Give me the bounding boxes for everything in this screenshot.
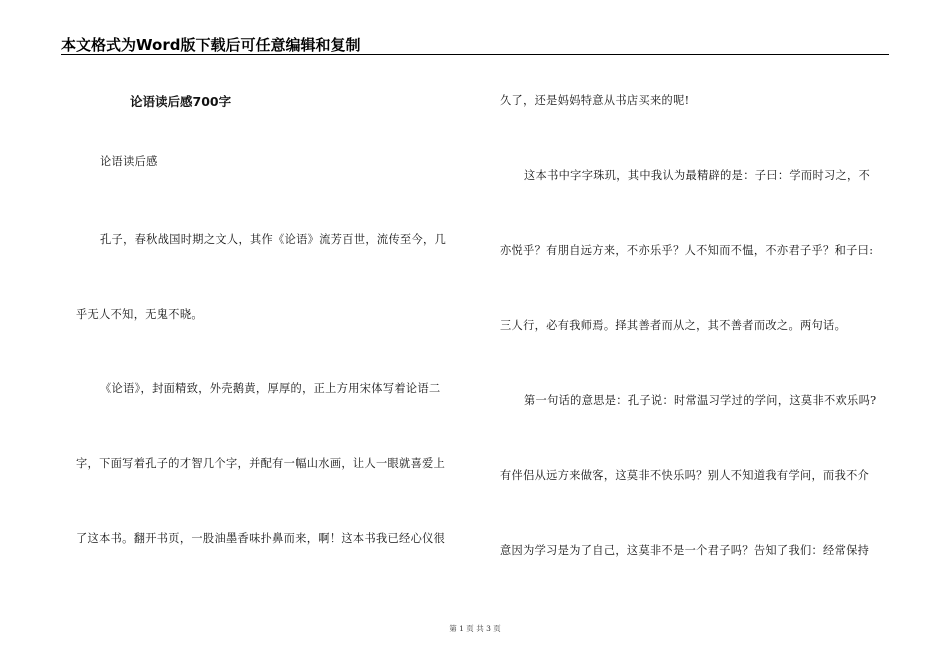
paragraph-line: 意因为学习是为了自己，这莫非不是一个君子吗？告知了我们：经常保持 bbox=[500, 544, 870, 557]
paragraph-line: 孔子，春秋战国时期之文人，其作《论语》流芳百世，流传至今，几 bbox=[100, 233, 447, 246]
header-banner: 本文格式为Word版下载后可任意编辑和复制 bbox=[61, 36, 361, 54]
paragraph-line: 字，下面写着孔子的才智几个字，并配有一幅山水画，让人一眼就喜爱上 bbox=[76, 457, 446, 470]
paragraph-line: 《论语》，封面精致，外壳鹅黄，厚厚的，正上方用宋体写着论语二 bbox=[100, 382, 441, 395]
paragraph-line: 乎无人不知，无鬼不晓。 bbox=[76, 308, 203, 321]
paragraph-line: 第一句话的意思是：孔子说：时常温习学过的学问，这莫非不欢乐吗? bbox=[524, 394, 877, 407]
paragraph-line: 了这本书。翻开书页，一股油墨香味扑鼻而来，啊！这本书我已经心仪很 bbox=[76, 532, 446, 545]
page-number: 第 1 页 共 3 页 bbox=[449, 624, 501, 633]
document-title: 论语读后感700字 bbox=[130, 94, 232, 109]
paragraph-line: 三人行，必有我师焉。择其善者而从之，其不善者而改之。两句话。 bbox=[500, 319, 847, 332]
paragraph-line: 久了，还是妈妈特意从书店买来的呢! bbox=[500, 94, 690, 107]
paragraph-line: 亦悦乎？有朋自远方来，不亦乐乎？人不知而不愠，不亦君子乎？和子曰: bbox=[500, 244, 874, 257]
paragraph-line: 论语读后感 bbox=[100, 155, 158, 168]
paragraph-line: 有伴侣从远方来做客，这莫非不快乐吗？别人不知道我有学问，而我不介 bbox=[500, 469, 870, 482]
paragraph-line: 这本书中字字珠玑，其中我认为最精辟的是：子曰：学而时习之，不 bbox=[524, 169, 871, 182]
header-rule bbox=[61, 54, 889, 55]
